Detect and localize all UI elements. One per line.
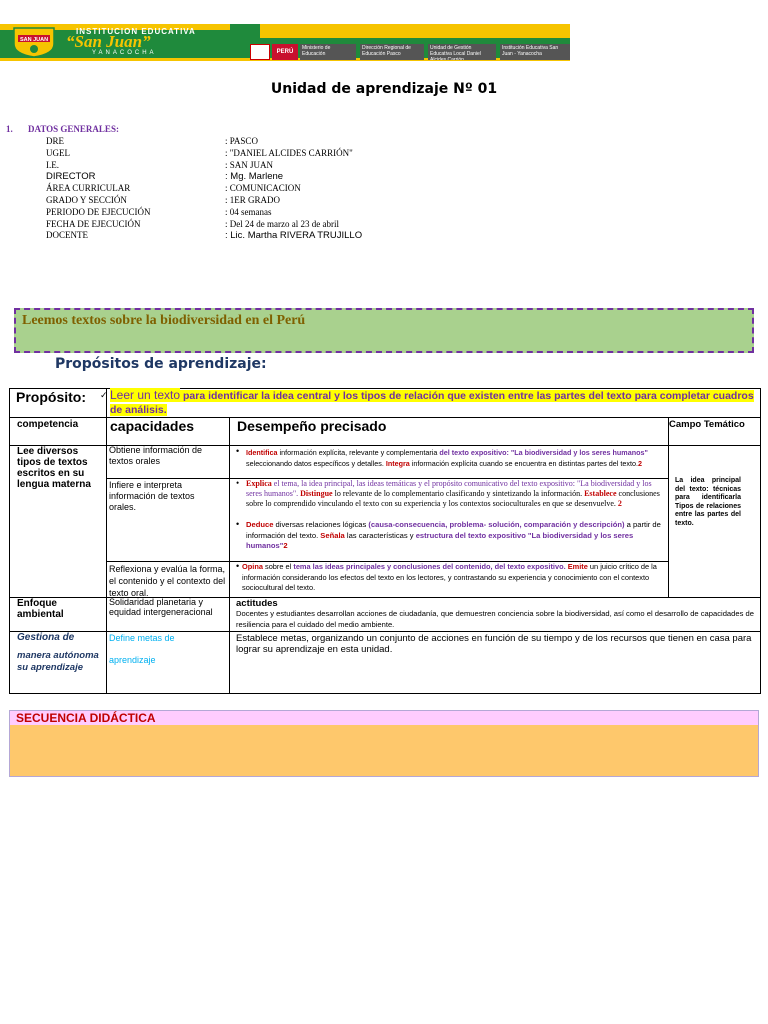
gestiona-label: Gestiona de manera autónoma su aprendizaje — [17, 632, 99, 673]
section-heading: DATOS GENERALES: — [28, 124, 119, 134]
table-border — [229, 417, 230, 694]
topic-title: Leemos textos sobre la biodiversidad en el Perú — [22, 313, 306, 328]
datos-label: PERIODO DE EJECUCIÓN — [46, 206, 151, 217]
datos-label: DIRECTOR — [46, 171, 96, 183]
check-icon: ✓ — [100, 390, 108, 400]
table-border — [106, 417, 107, 694]
datos-label: I.E. — [46, 159, 59, 170]
table-border — [9, 388, 10, 694]
datos-value: : 1ER GRADO — [225, 194, 281, 205]
gov-peru-label: PERÚ — [272, 44, 298, 60]
header-capacidades: capacidades — [110, 418, 195, 434]
datos-label: ÁREA CURRICULAR — [46, 183, 131, 194]
gov-dre-label: Dirección Regional de Educación Pasco — [360, 44, 424, 60]
desempeno-2: • Explica el tema, la idea principal, las ideas temáticas y el propósito comunicativo del texto expositivo: "La biodiversidad y los seres humanos". Distingue lo relevante de lo complementario clasificando y sintetizando la información. Establece conclusiones sobre lo comprendido vinculando el texto con su experiencia y los contextos socioculturales en que se desenvuelve. 2 — [236, 478, 660, 508]
enfoque-value: Solidaridad planetaria y equidad intergeneracional — [109, 597, 213, 617]
institution-place: YANACOCHA — [92, 50, 157, 56]
proposito-text — [110, 388, 755, 417]
establece-metas: Establece metas, organizando un conjunto de acciones en función de su tiempo y de los recursos que tienen en casa para lograr su aprendizaje en esta unidad. — [236, 633, 752, 655]
proposito-end: cuadros de análisis. — [110, 390, 754, 416]
secuencia-title: SECUENCIA DIDÁCTICA — [16, 711, 156, 725]
capacidad-1: Obtiene información de textos orales — [109, 445, 203, 466]
header-competencia: competencia — [17, 419, 79, 430]
desempeno-4: • Opina sobre el tema las ideas principales y conclusiones del contenido, del texto expositivo. Emite un juicio crítico de la información considerando los efectos del texto en los lectores, y contrastando su experiencia y conocimiento con el contexto sociocultural del texto. — [236, 561, 657, 592]
datos-value: : Mg. Marlene — [225, 171, 284, 183]
logo-label: SAN JUAN — [19, 37, 49, 43]
datos-value: : "DANIEL ALCIDES CARRIÓN" — [225, 147, 353, 158]
enfoque-label: Enfoque ambiental — [17, 598, 64, 620]
propositos-heading: Propósitos de aprendizaje: — [55, 356, 267, 372]
datos-value: : COMUNICACION — [225, 183, 301, 194]
define-metas: Define metas de aprendizaje — [109, 633, 175, 665]
gov-ministry-label: Ministerio de Educación — [300, 44, 356, 60]
table-border — [9, 693, 761, 694]
datos-value: : Del 24 de marzo al 23 de abril — [225, 218, 339, 229]
datos-label: UGEL — [46, 147, 70, 158]
proposito-label: Propósito: — [16, 389, 86, 405]
competencia-text: Lee diversos tipos de textos escritos en su lengua materna — [17, 446, 91, 490]
gov-ugel-label: Unidad de Gestión Educativa Local Daniel Alcides Carrión — [428, 44, 496, 60]
datos-labels — [46, 136, 151, 242]
datos-value: : PASCO — [225, 136, 258, 146]
actitudes-text: Docentes y estudiantes desarrollan acciones de ciudadanía, que demuestren conciencia sobre la biodiversidad, así como el desarrollo de capacidades de resiliencia para el cuidado del medio ambiente. — [236, 609, 754, 629]
datos-values — [225, 136, 362, 242]
datos-value: : SAN JUAN — [225, 159, 274, 170]
school-logo — [12, 26, 56, 58]
institution-label: INSTITUCION EDUCATIVA — [76, 27, 196, 36]
section-number: 1. — [6, 124, 13, 134]
proposito-highlight: Leer un texto — [110, 388, 181, 402]
table-border — [668, 417, 669, 597]
table-border — [9, 631, 761, 632]
datos-label: GRADO Y SECCIÓN — [46, 194, 127, 205]
campo-tematico: La idea principal del texto: técnicas para identificarla Tipos de relaciones entre las partes del texto. — [675, 477, 741, 527]
header-desempeno: Desempeño precisado — [237, 418, 387, 434]
banner-stripe — [260, 24, 570, 38]
gov-ie-label: Institución Educativa San Juan - Yanacocha — [500, 44, 570, 60]
actitudes-label: actitudes — [236, 598, 278, 609]
peru-shield-icon — [250, 44, 270, 60]
datos-label: DOCENTE — [46, 230, 88, 241]
capacidad-2: Infiere e interpreta información de textos orales. — [109, 480, 195, 512]
desempeno-3: • Deduce diversas relaciones lógicas (causa-consecuencia, problema- solución, comparación y descripción) a partir de información del texto. Señala las características y estructura del texto expositivo "La biodiversidad y los seres humanos"2 — [236, 519, 661, 550]
datos-label: DRE — [46, 136, 64, 146]
table-border — [760, 388, 761, 694]
institution-name: “San Juan” — [66, 32, 151, 51]
datos-value: : Lic. Martha RIVERA TRUJILLO — [225, 230, 363, 242]
capacidad-3: Reflexiona y evalúa la forma, el contenido y el contexto del texto oral. — [109, 564, 226, 598]
header-campo: Campo Temático — [669, 419, 745, 430]
datos-value: : 04 semanas — [225, 206, 272, 217]
page-title: Unidad de aprendizaje Nº 01 — [270, 81, 498, 97]
datos-label: FECHA DE EJECUCIÓN — [46, 218, 141, 229]
proposito-body: para identificar la idea central y los tipos de relación que existen entre las partes del texto para completar — [180, 390, 713, 402]
desempeno-1: • Identifica información explícita, relevante y complementaria del texto expositivo: "La biodiversidad y los seres humanos" seleccionando datos específicos y detalles. Integra información explícita cuando se encuentra en distintas partes del texto.2 — [236, 446, 648, 468]
